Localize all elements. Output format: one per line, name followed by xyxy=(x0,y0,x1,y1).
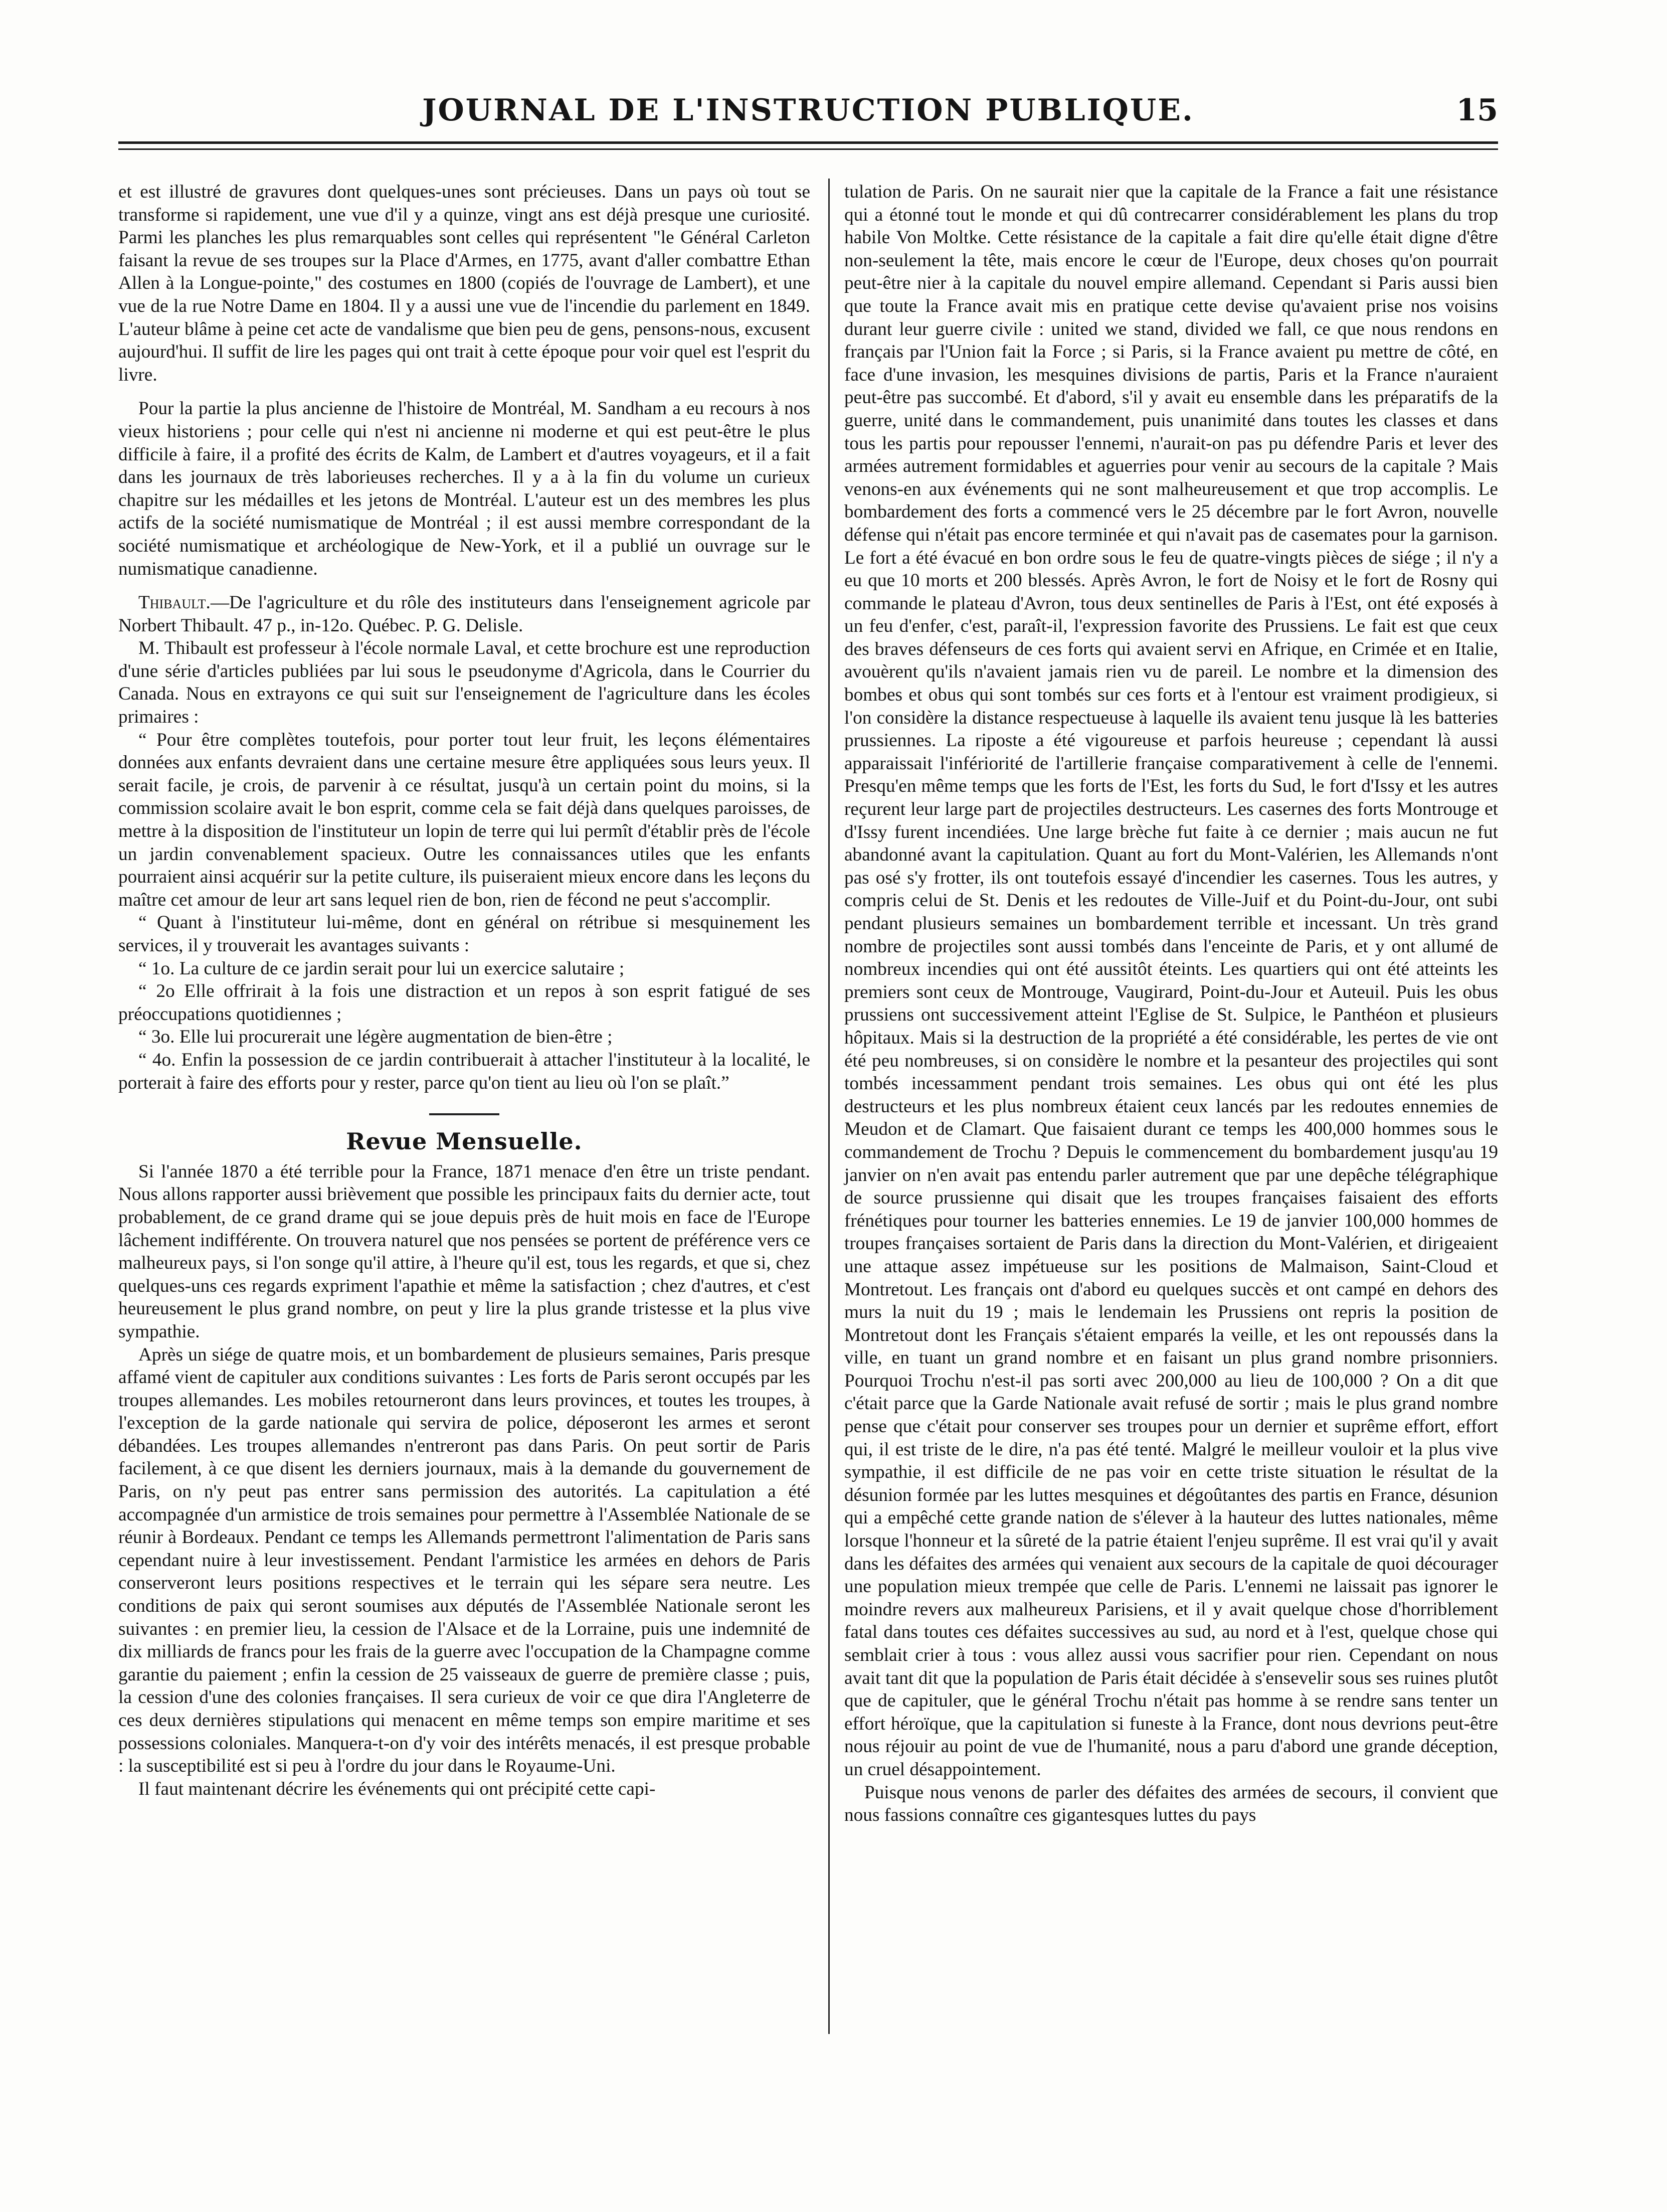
paragraph-capitulation: tulation de Paris. On ne saurait nier que la capitale de la France a fait une résistance qui a étonné tout le monde et qui dû contrecarrer considérablement les plans du trop habile Von Moltke. Cette résistance de la capitale a fait dire qu'elle était digne d'être non-seulement la tête, mais encore le cœur de l'Europe, deux choses qu'on pourrait peut-être nier à la capitale du nouvel empire allemand. Cependant si Paris aussi bien que toute la France avait mis en pratique cette devise qu'avaient prise nos voisins durant leur guerre civile : united we stand, divided we fall, ce que nous rendons en français par l'Union fait la Force ; si Paris, si la France avaient pu mettre de côté, en face d'une invasion, les mesquines divisions de partis, Paris et la France n'auraient peut-être pas succombé. Et d'abord, s'il y avait eu ensemble dans les préparatifs de la guerre, unité dans le commandement, puis unanimité dans toutes les classes et dans tous les partis pour repousser l'ennemi, n'aurait-on pas pu défendre Paris et lever des armées autrement formidables et aguerries pour venir au secours de la capitale ? Mais venons-en aux événements qui ne sont malheureusement et que trop accomplis. Le bombardement des forts a commencé vers le 25 décembre par le fort Avron, nouvelle défense qui n'était pas encore terminée et qui n'avait pas de casemates pour la garnison. Le fort a été évacué en bon ordre sous le feu de quatre-vingts pièces de siége ; il n'y a eu que 10 morts et 200 blessés. Après Avron, le fort de Noisy et le fort de Rosny qui commande le plateau d'Avron, tous deux sentinelles de Paris à l'Est, ont été exposés à un feu d'enfer, c'est, paraît-il, l'expression favorite des Prussiens. Le fait est que ceux des braves défenseurs de ces forts qui avaient servi en Afrique, en Crimée et en Italie, avouèrent qu'ils n'avaient jamais rien vu de pareil. Le nombre et la dimension des bombes et obus qui sont tombés sur ces forts et à l'entour est vraiment prodigieux, si l'on considère la distance respectueuse à laquelle ils avaient tenu jusque là les batteries prussiennes. La riposte a été vigoureuse et parfois heureuse ; cependant là aussi apparaissait l'infériorité de l'artillerie française comparativement à celle de l'ennemi. Presqu'en même temps que les forts de l'Est, les forts du Sud, le fort d'Issy et les autres reçurent leur large part de projectiles destructeurs. Les casernes des forts Montrouge et d'Issy furent incendiées. Une large brèche fut faite à ce dernier ; mais aucun ne fut abandonné avant la capitulation. Quant au fort du Mont-Valérien, les Allemands n'ont pas osé s'y frotter, ils ont toutefois essayé d'incendier les casernes. Tous les autres, y compris celui de St. Denis et les redoutes de Ville-Juif et du Point-du-Jour, ont subi pendant plusieurs semaines un bombardement terrible et incessant. Un très grand nombre de projectiles sont aussi tombés dans l'enceinte de Paris, et y ont allumé de nombreux incendies qui ont été aussitôt éteints. Les quartiers qui ont été atteints les premiers sont ceux de Montrouge, Vaugirard, Point-du-Jour et Auteuil. Puis les obus prussiens ont successivement atteint l'Eglise de St. Sulpice, le Panthéon et plusieurs hôpitaux. Mais si la destruction de la propriété a été considérable, les pertes de vie ont été peu nombreuses, si on considère le nombre et la pesanteur des projectiles qui sont tombés incessamment pendant trois semaines. Les obus qui ont été les plus destructeurs et les plus nombreux étaient ceux lancés par les redoutes ennemies de Meudon et de Clamart. Que faisaient durant ce temps les 400,000 hommes sous le commandement de Trochu ? Depuis le commencement du bombardement jusqu'au 19 janvier on n'en avait pas entendu parler autrement que par une depêche télégraphique de source prussienne qui disait que les troupes françaises faisaient des efforts frénétiques pour tourner les batteries ennemies. Le 19 de janvier 100,000 hommes de troupes françaises sortaient de Paris dans la direction du Mont-Valérien, et dirigeaient une attaque assez impétueuse sur les positions de Malmaison, Saint-Cloud et Montretout. Les français ont d'abord eu quelques succès et ont campé en dehors des murs la nuit du 19 ; mais le lendemain les Prussiens ont repris la position de Montretout dont les Français s'étaient emparés la veille, et les ont repoussés dans la ville, en tuant un grand nombre et en faisant un plus grand nombre prisonniers. Pourquoi Trochu n'est-il pas sorti avec 200,000 au lieu de 100,000 ? On a dit que c'était parce que la Garde Nationale avait refusé de sortir ; mais le plus grand nombre pense que c'était pour conserver ses troupes pour un dernier et suprême effort, effort qui, il est triste de le dire, n'a pas été tenté. Malgré le meilleur vouloir et la plus vive sympathie, il est difficile de ne pas voir en cette triste situation le résultat de la désunion formée par les luttes mesquines et dégoûtantes des partis en France, désunion qui a empêché cette grande nation de s'élever à la hauteur des luttes nationales, même lorsque l'honneur et la sûreté de la patrie étaient l'enjeu suprême. Il est vrai qu'il y avait dans les défaites des armées qui venaient aux secours de la capitale de quoi décourager une population mieux trempée que celle de Paris. L'ennemi ne laissait pas ignorer le moindre revers aux malheureux Parisiens, et il y avait quelque chose d'horriblement fatal dans toutes ces défaites successives au sud, au nord et à l'est, quelque chose qui semblait crier à tous : vous allez aussi vous sacrifier pour rien. Cependant on nous avait tant dit que la population de Paris était décidée à s'ensevelir sous ses ruines plutôt que de capituler, que le général Trochu n'était pas homme à se rendre sans tenter un effort héroïque, que la capitulation si funeste à la France, dont nous devrions peut-être nous réjouir au point de vue de l'humanité, nous a paru d'abord une grande déception, un cruel désappointement. xyxy=(844,182,1498,1780)
paragraph-thibault-intro: M. Thibault est professeur à l'école normale Laval, et cette brochure est une reproduction d'une série d'articles publiées par lui sous le pseudonyme d'Agricola, dans le Courrier du Canada. Nous en extrayons ce qui suit sur l'enseignement de l'agriculture dans les écoles primaires : xyxy=(118,638,810,728)
paragraph-defaites: Puisque nous venons de parler des défaites des armées de secours, il convient que nous fassions connaître ces gigantesques luttes du pays xyxy=(844,1782,1498,1826)
quote-item-2: “ 2o Elle offrirait à la fois une distraction et un repos à son esprit fatigué de ses préoccupations quotidiennes ; xyxy=(118,981,810,1025)
quote-item-1: “ 1o. La culture de ce jardin serait pour lui un exercice salutaire ; xyxy=(138,958,625,979)
section-title: Revue Mensuelle. xyxy=(346,1128,583,1155)
journal-title: JOURNAL DE L'INSTRUCTION PUBLIQUE. xyxy=(422,93,1194,128)
left-column xyxy=(118,181,810,1800)
paragraph-revue-3: Il faut maintenant décrire les événements qui ont précipité cette capi- xyxy=(138,1778,656,1799)
paragraph-thibault-entry xyxy=(118,591,810,637)
paragraph-sandham: Pour la partie la plus ancienne de l'histoire de Montréal, M. Sandham a eu recours à nos vieux historiens ; pour celle qui n'est ni ancienne ni moderne et qui est peut-être le plus difficile à faire, il a profité des écrits de Kalm, de Lambert et d'autres voyageurs, et il a fait dans les journaux de très laborieuses recherches. Il y a à la fin du volume un curieux chapitre sur les médailles et les jetons de Montréal. L'auteur est un des membres les plus actifs de la société numismatique de Montréal ; il est aussi membre correspondant de la société numismatique et archéologique de New-York, et il a publié un ouvrage sur le numismatique canadienne. xyxy=(118,398,810,579)
paragraph-gravures: et est illustré de gravures dont quelques-unes sont précieuses. Dans un pays où tout se transforme si rapidement, une vue d'il y a quinze, vingt ans est déjà presque une curiosité. Parmi les planches les plus remarquables sont celles qui représentent "le Général Carleton faisant la revue de ses troupes sur la Place d'Armes, en 1775, avant d'aller combattre Ethan Allen à la Longue-pointe," des costumes en 1800 (copiés de l'ouvrage de Lambert), et une vue de la rue Notre Dame en 1804. Il y a aussi une vue de l'incendie du parlement en 1849. L'auteur blâme à peine cet acte de vandalisme que bien peu de gens, pensons-nous, excusent aujourd'hui. Il suffit de lire les pages qui ont trait à cette époque pour voir quel est l'esprit du livre. xyxy=(118,182,810,385)
header-rule-thin xyxy=(118,148,1498,150)
column-divider xyxy=(828,179,830,2034)
quote-paragraph-1: “ Pour être complètes toutefois, pour porter tout leur fruit, les leçons élémentaires données aux enfants devraient dans une certaine mesure être appliquées sous leurs yeux. Il serait facile, je crois, de parvenir à ce résultat, jusqu'à un certain point du moins, si la commission scolaire avait le bon esprit, comme cela se fait déjà dans quelques paroisses, de mettre à la disposition de l'instituteur un lopin de terre qui lui permît d'établir près de l'école un jardin convenablement spacieux. Outre les connaissances utiles que les enfants pourraient ainsi acquérir sur la petite culture, ils puiseraient mieux encore dans les leçons du maître cet amour de leur art sans lequel rien de bon, rien de fécond ne peut s'accomplir. xyxy=(118,729,810,910)
paragraph-revue-1: Si l'année 1870 a été terrible pour la France, 1871 menace d'en être un triste pendant. Nous allons rapporter aussi brièvement que possible les principaux faits du dernier acte, tout probablement, de ce grand drame qui se joue depuis près de huit mois en face de l'Europe lâchement indifférente. On trouvera naturel que nos pensées se portent de préférence vers ce malheureux pays, si l'on songe qu'il attire, à l'heure qu'il est, tous les regards, et que si, chez quelques-uns ces regards expriment l'apathie et même la satisfaction ; chez d'autres, et c'est heureusement le plus grand nombre, on peut y lire la plus grande tristesse et la plus vive sympathie. xyxy=(118,1161,810,1342)
page-number: 15 xyxy=(1456,93,1498,128)
paragraph-revue-2: Après un siége de quatre mois, et un bombardement de plusieurs semaines, Paris presque affamé vient de capituler aux conditions suivantes : Les forts de Paris seront occupés par les troupes allemandes. Les mobiles retourneront dans leurs provinces, et toutes les troupes, à l'exception de la garde nationale qui servira de police, déposeront les armes et seront débandées. Les troupes allemandes n'entreront pas dans Paris. On peut sortir de Paris facilement, à ce que disent les derniers journaux, mais à la demande du gouvernement de Paris, on n'y peut pas entrer sans permission des autorités. La capitulation a été accompagnée d'un armistice de trois semaines pour permettre à l'Assemblée Nationale de se réunir à Bordeaux. Pendant ce temps les Allemands permettront l'alimentation de Paris sans cependant nuire à leur investissement. Pendant l'armistice les armées en dehors de Paris conserveront leurs positions respectives et le terrain qui les sépare sera neutre. Les conditions de paix qui seront soumises aux députés de l'Assemblée Nationale seront les suivantes : en premier lieu, la cession de l'Alsace et de la Lorraine, puis une indemnité de dix milliards de francs pour les frais de la guerre avec l'occupation de la Champagne comme garantie du paiement ; enfin la cession de 25 vaisseaux de guerre de première classe ; puis, la cession d'une des colonies françaises. Il sera curieux de voir ce que dira l'Angleterre de ces deux dernières stipulations qui menacent en même temps son empire maritime et ses possessions coloniales. Manquera-t-on d'y voir des intérêts menacés, il est presque probable : la susceptibilité est si peu à l'ordre du jour dans le Royaume-Uni. xyxy=(118,1344,810,1777)
entry-author-name: Thibault. xyxy=(138,592,211,613)
right-column xyxy=(844,181,1498,1827)
quote-paragraph-2: “ Quant à l'instituteur lui-même, dont en général on rétribue si mesquinement les services, il y trouverait les avantages suivants : xyxy=(118,912,810,956)
quote-item-4: “ 4o. Enfin la possession de ce jardin contribuerait à attacher l'instituteur à la localité, le porterait à faire des efforts pour y rester, parce qu'on tient au lieu où l'on se plaît.” xyxy=(118,1049,810,1093)
section-separator xyxy=(429,1113,499,1115)
quote-item-3: “ 3o. Elle lui procurerait une légère augmentation de bien-être ; xyxy=(138,1027,613,1048)
header-rule-thick xyxy=(118,141,1498,144)
running-header xyxy=(118,93,1498,133)
entry-reference: —De l'agriculture et du rôle des instituteurs dans l'enseignement agricole par Norbert Thibault. 47 p., in-12o. Québec. P. G. Delisle. xyxy=(118,592,810,636)
